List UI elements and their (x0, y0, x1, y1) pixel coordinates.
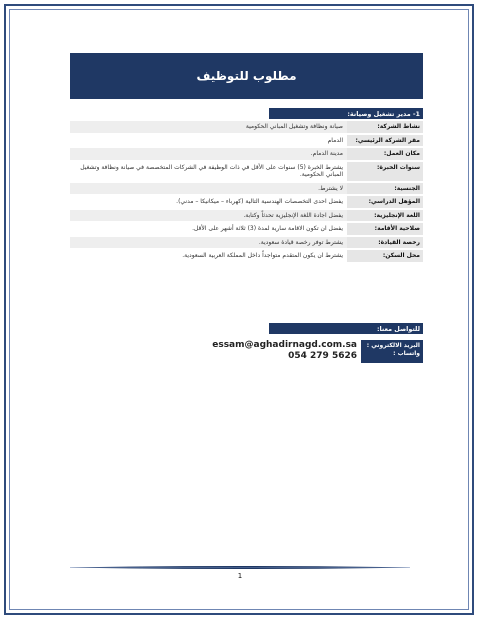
row-value: يفضل اجادة اللغة الإنجليزية تحدثاً وكتابة. (70, 210, 347, 222)
row-label: رخصة القيادة: (347, 237, 423, 249)
row-value: يفضل ان تكون الاقامة سارية لمدة (3) ثلاثة أشهر على الأقل. (192, 225, 343, 232)
title-banner (70, 53, 423, 99)
table-row (70, 135, 423, 147)
row-value: يشترط توفر رخصة قيادة سعودية. (70, 237, 347, 249)
table-row (70, 250, 423, 262)
table-row (70, 196, 423, 208)
row-value: لا يشترط. (70, 183, 347, 195)
table-row (70, 121, 423, 133)
whatsapp-label: واتساب : (393, 350, 420, 358)
contact-heading: للتواصل معنا: (269, 323, 423, 334)
row-label: المؤهل الدراسي: (347, 196, 423, 208)
table-row (70, 148, 423, 160)
row-label: مكان العمل: (347, 148, 423, 160)
row-label: اللغة الإنجليزية: (347, 210, 423, 222)
contact-block (70, 340, 423, 363)
job-details-table (70, 121, 423, 264)
table-row (70, 210, 423, 222)
table-row (70, 162, 423, 181)
row-value: يشترط ان يكون المتقدم متواجداً داخل المملكة العربية السعودية. (182, 252, 343, 259)
row-value: الدمام (327, 136, 343, 144)
row-label: صلاحية الأقامة: (347, 223, 423, 235)
whatsapp-number[interactable]: 054 279 5626 (288, 351, 357, 362)
job-heading: 1- مدير تشغيل وصيانة: (269, 108, 423, 119)
page-number: 1 (237, 572, 243, 580)
email-label: البريد الالكتروني : (366, 342, 420, 349)
table-row (70, 183, 423, 195)
email-link[interactable]: essam@aghadirnagd.com.sa (212, 340, 357, 350)
page-title: مطلوب للتوظيف (196, 69, 297, 83)
row-value: مدينة الدمام. (70, 148, 347, 160)
contact-labels (361, 340, 423, 363)
table-row (70, 237, 423, 249)
row-value: يشترط الخبرة (5) سنوات على الأقل في ذات الوظيفة في الشركات المتخصصة في صيانة ونظافة وتشغيل المباني الحكومية. (80, 163, 343, 178)
row-label: نشاط الشركة: (347, 121, 423, 133)
row-label: محل السكن: (347, 250, 423, 262)
contact-values (70, 340, 361, 363)
page-border-inner (9, 9, 469, 610)
table-row (70, 223, 423, 235)
row-label: مقر الشركة الرئيسي: (347, 135, 423, 147)
footer-divider (70, 565, 410, 570)
row-label: الجنسية: (347, 183, 423, 195)
row-label: سنوات الخبرة: (347, 162, 423, 181)
row-value: يفضل احدى التخصصات الهندسية التالية (كهرباء – ميكانيكا – مدني). (176, 198, 343, 205)
row-value: صيانة ونظافة وتشغيل المباني الحكومية (70, 121, 347, 133)
